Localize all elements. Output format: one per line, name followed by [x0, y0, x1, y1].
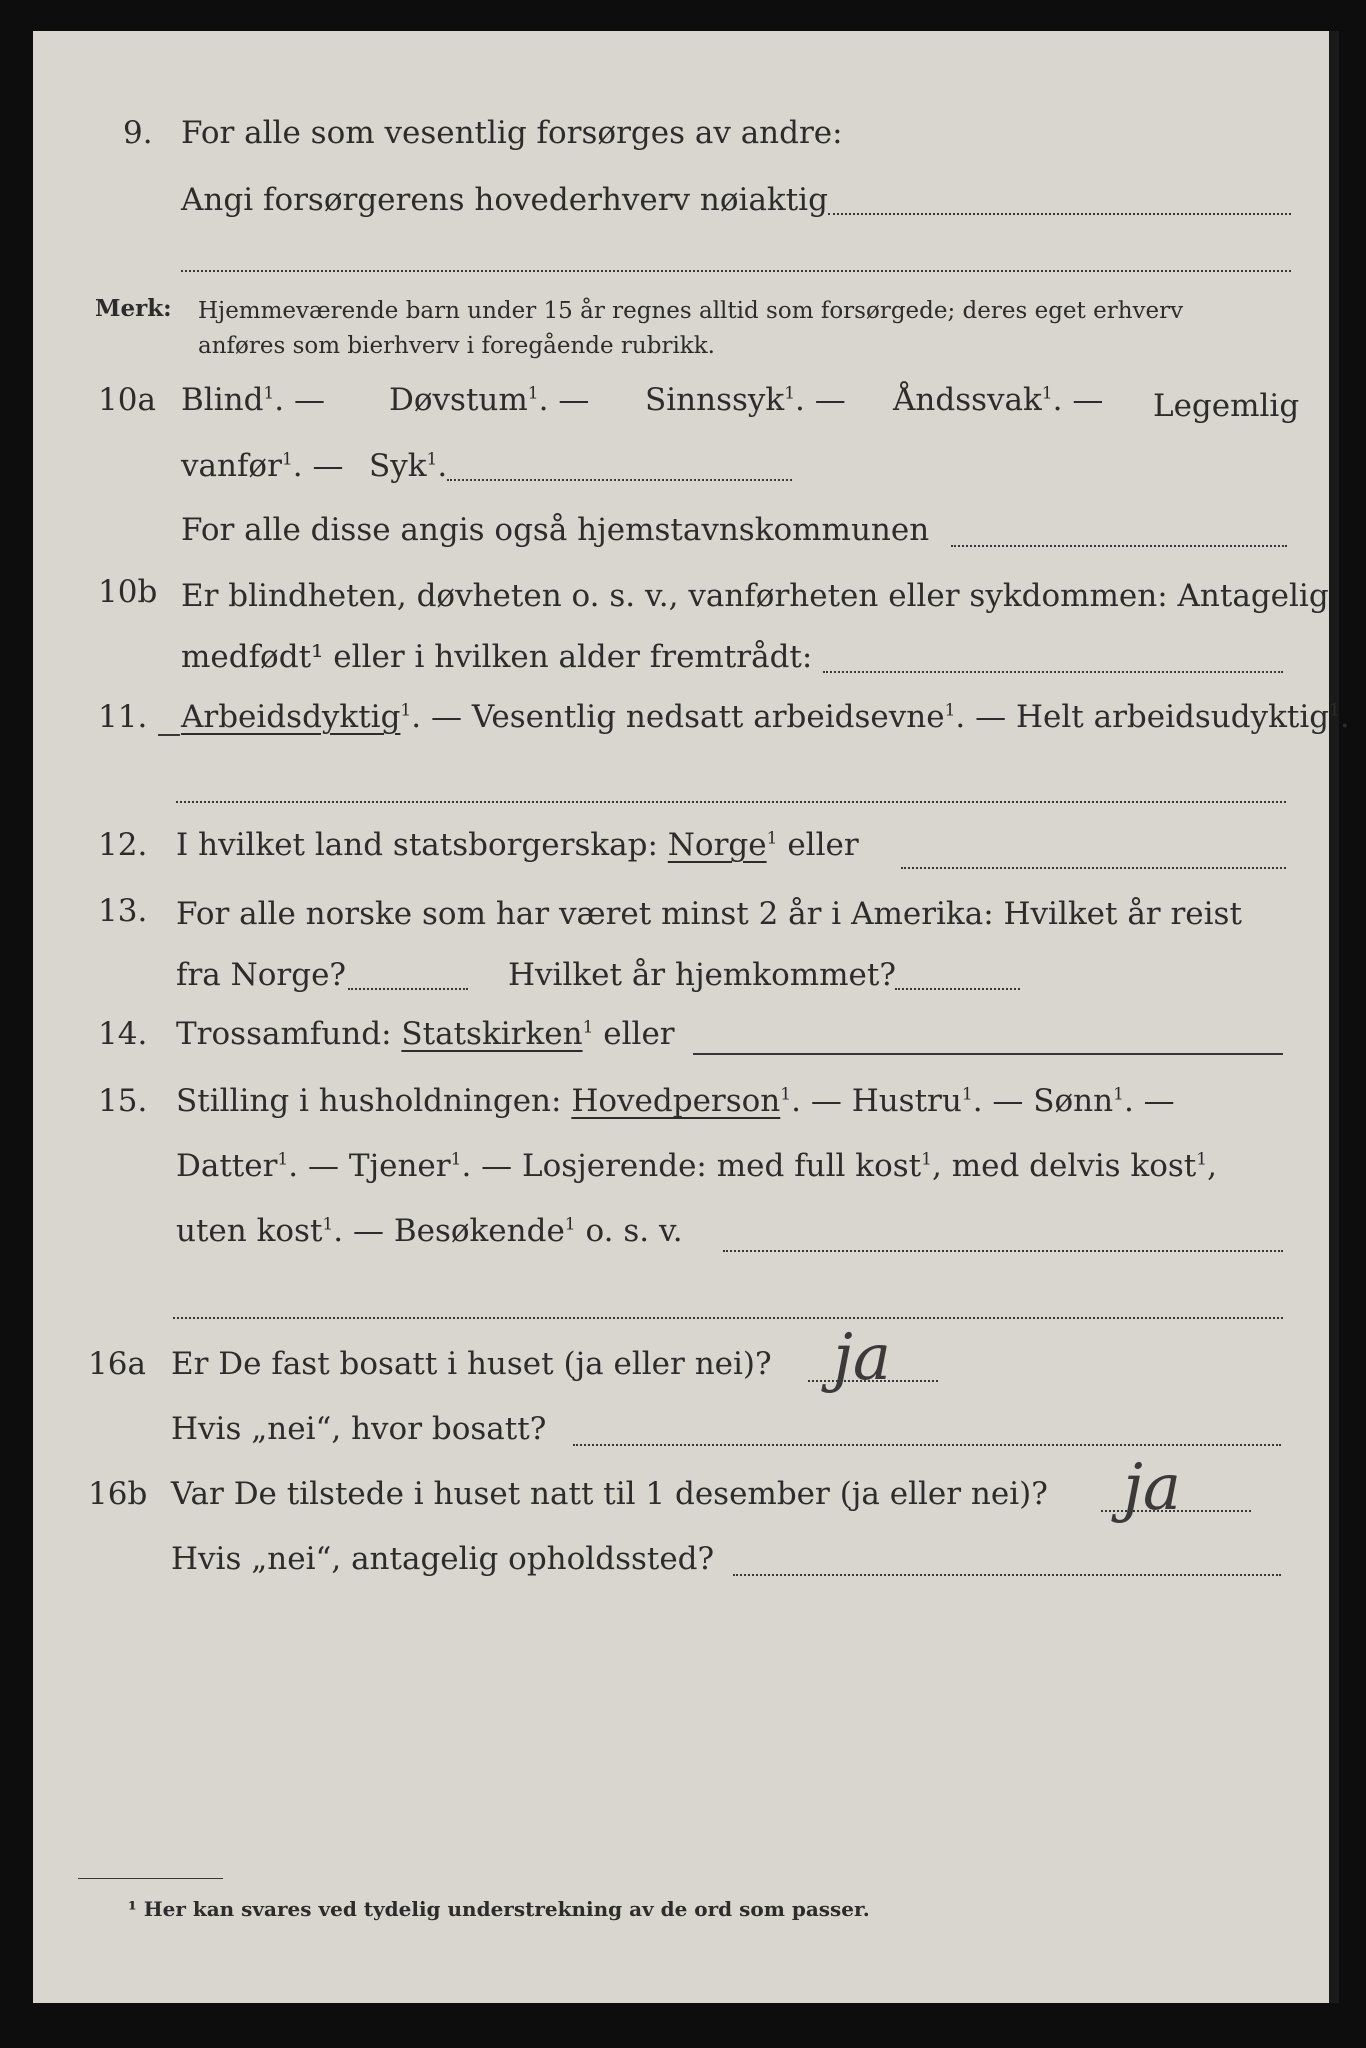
q11-opt-nedsatt[interactable]: Vesentlig nedsatt arbeidsevne: [471, 699, 945, 735]
q16b-line2: Hvis „nei“, antagelig opholdssted?: [171, 1541, 715, 1577]
q16a-number: 16a: [88, 1346, 146, 1382]
merk-line1: Hjemmeværende barn under 15 år regnes alltid som forsørgede; deres eget erhverv: [198, 298, 1184, 324]
q10b-line1: Er blindheten, døvheten o. s. v., vanførheten eller sykdommen: Antagelig: [181, 578, 1329, 614]
q14-text: Trossamfund: Statskirken$^1$ eller: [176, 1016, 675, 1052]
q11-opt-udyktig[interactable]: Helt arbeidsudyktig: [1015, 699, 1330, 735]
q9-answer-line-2[interactable]: [181, 270, 1291, 272]
q15-opt-hovedperson[interactable]: Hovedperson: [571, 1083, 781, 1119]
q16b-number: 16b: [88, 1476, 148, 1512]
q10a-kommune-line[interactable]: [951, 545, 1287, 547]
q11-opt-arbeidsdyktig[interactable]: Arbeidsdyktig: [181, 699, 401, 735]
q15-answer-line-2[interactable]: [173, 1317, 1283, 1319]
q14-answer-line[interactable]: [693, 1053, 1283, 1055]
q10a-opt-legemlig: Legemlig: [1153, 388, 1300, 424]
q13-number: 13.: [98, 893, 148, 929]
q10b-line2: medfødt¹ eller i hvilken alder fremtrådt:: [181, 639, 813, 675]
q10a-number: 10a: [98, 382, 156, 418]
q15-number: 15.: [98, 1083, 148, 1119]
q15-line2: Datter$^1$. — Tjener$^1$. — Losjerende: med full kost$^1$, med delvis kost$^1$,: [176, 1148, 1217, 1184]
q16b-opholdssted-line[interactable]: [733, 1574, 1281, 1576]
q13-hjemkommet-line[interactable]: [895, 988, 1020, 990]
q12-opt-norge[interactable]: Norge: [667, 827, 767, 863]
q12-answer-line[interactable]: [901, 867, 1286, 869]
q14-opt-statskirken[interactable]: Statskirken: [401, 1016, 583, 1052]
q10b-answer-line[interactable]: [823, 671, 1283, 673]
q11-options: Arbeidsdyktig$^1$. — Vesentlig nedsatt arbeidsevne$^1$. — Helt arbeidsudyktig$^1$.: [181, 699, 1350, 735]
q13-line1: For alle norske som har været minst 2 år i Amerika: Hvilket år reist: [176, 896, 1242, 932]
q16a-bosatt-line[interactable]: [573, 1444, 1281, 1446]
merk-line2: anføres som bierhverv i foregående rubrikk.: [198, 333, 715, 359]
q14-number: 14.: [98, 1016, 148, 1052]
q10a-line3: For alle disse angis også hjemstavnskommunen: [181, 512, 930, 548]
q15-line1: Stilling i husholdningen: Hovedperson$^1$. — Hustru$^1$. — Sønn$^1$. —: [176, 1083, 1175, 1119]
q10a-opt-blind: Blind$^1$. —: [181, 382, 325, 418]
q15-line3: uten kost$^1$. — Besøkende$^1$ o. s. v.: [176, 1213, 683, 1249]
q11-underline-lead: [158, 734, 180, 736]
q15-answer-line[interactable]: [723, 1250, 1283, 1252]
q13-line2b: Hvilket år hjemkommet?: [508, 957, 896, 993]
footnote-rule: [78, 1878, 223, 1879]
census-form-page: [33, 31, 1350, 2003]
merk-label: Merk:: [95, 295, 172, 322]
q10a-opt-vanfor: vanfør$^1$. —: [181, 448, 344, 484]
q9-line2: Angi forsørgerens hovederhverv nøiaktig: [181, 182, 828, 218]
footnote: ¹ Her kan svares ved tydelig understrekning av de ord som passer.: [128, 1897, 870, 1921]
q16a-line1: Er De fast bosatt i huset (ja eller nei)?: [171, 1346, 772, 1382]
q16a-line2: Hvis „nei“, hvor bosatt?: [171, 1411, 547, 1447]
q16a-handwritten-answer: ja: [833, 1321, 891, 1395]
q13-reist-line[interactable]: [348, 988, 468, 990]
q13-line2a: fra Norge?: [176, 957, 347, 993]
q16b-line1: Var De tilstede i huset natt til 1 desember (ja eller nei)?: [171, 1476, 1048, 1512]
q9-line1: For alle som vesentlig forsørges av andre:: [181, 115, 843, 151]
q10a-opt-andssvak: Åndssvak$^1$. —: [893, 382, 1104, 418]
q10a-opt-sinnssyk: Sinnssyk$^1$. —: [645, 382, 846, 418]
q9-number: 9.: [123, 115, 153, 151]
q9-answer-line[interactable]: [828, 213, 1291, 215]
q12-text: I hvilket land statsborgerskap: Norge$^1$ eller: [176, 827, 859, 863]
q16b-handwritten-answer: ja: [1123, 1451, 1181, 1525]
q10a-opt-dovstum: Døvstum$^1$. —: [389, 382, 590, 418]
q10b-number: 10b: [98, 574, 158, 610]
q11-answer-line[interactable]: [176, 801, 1286, 803]
q10a-opt-syk: Syk$^1$.: [369, 448, 448, 484]
q11-number: 11.: [98, 699, 148, 735]
q10a-answer-line[interactable]: [447, 479, 792, 481]
q12-number: 12.: [98, 827, 148, 863]
